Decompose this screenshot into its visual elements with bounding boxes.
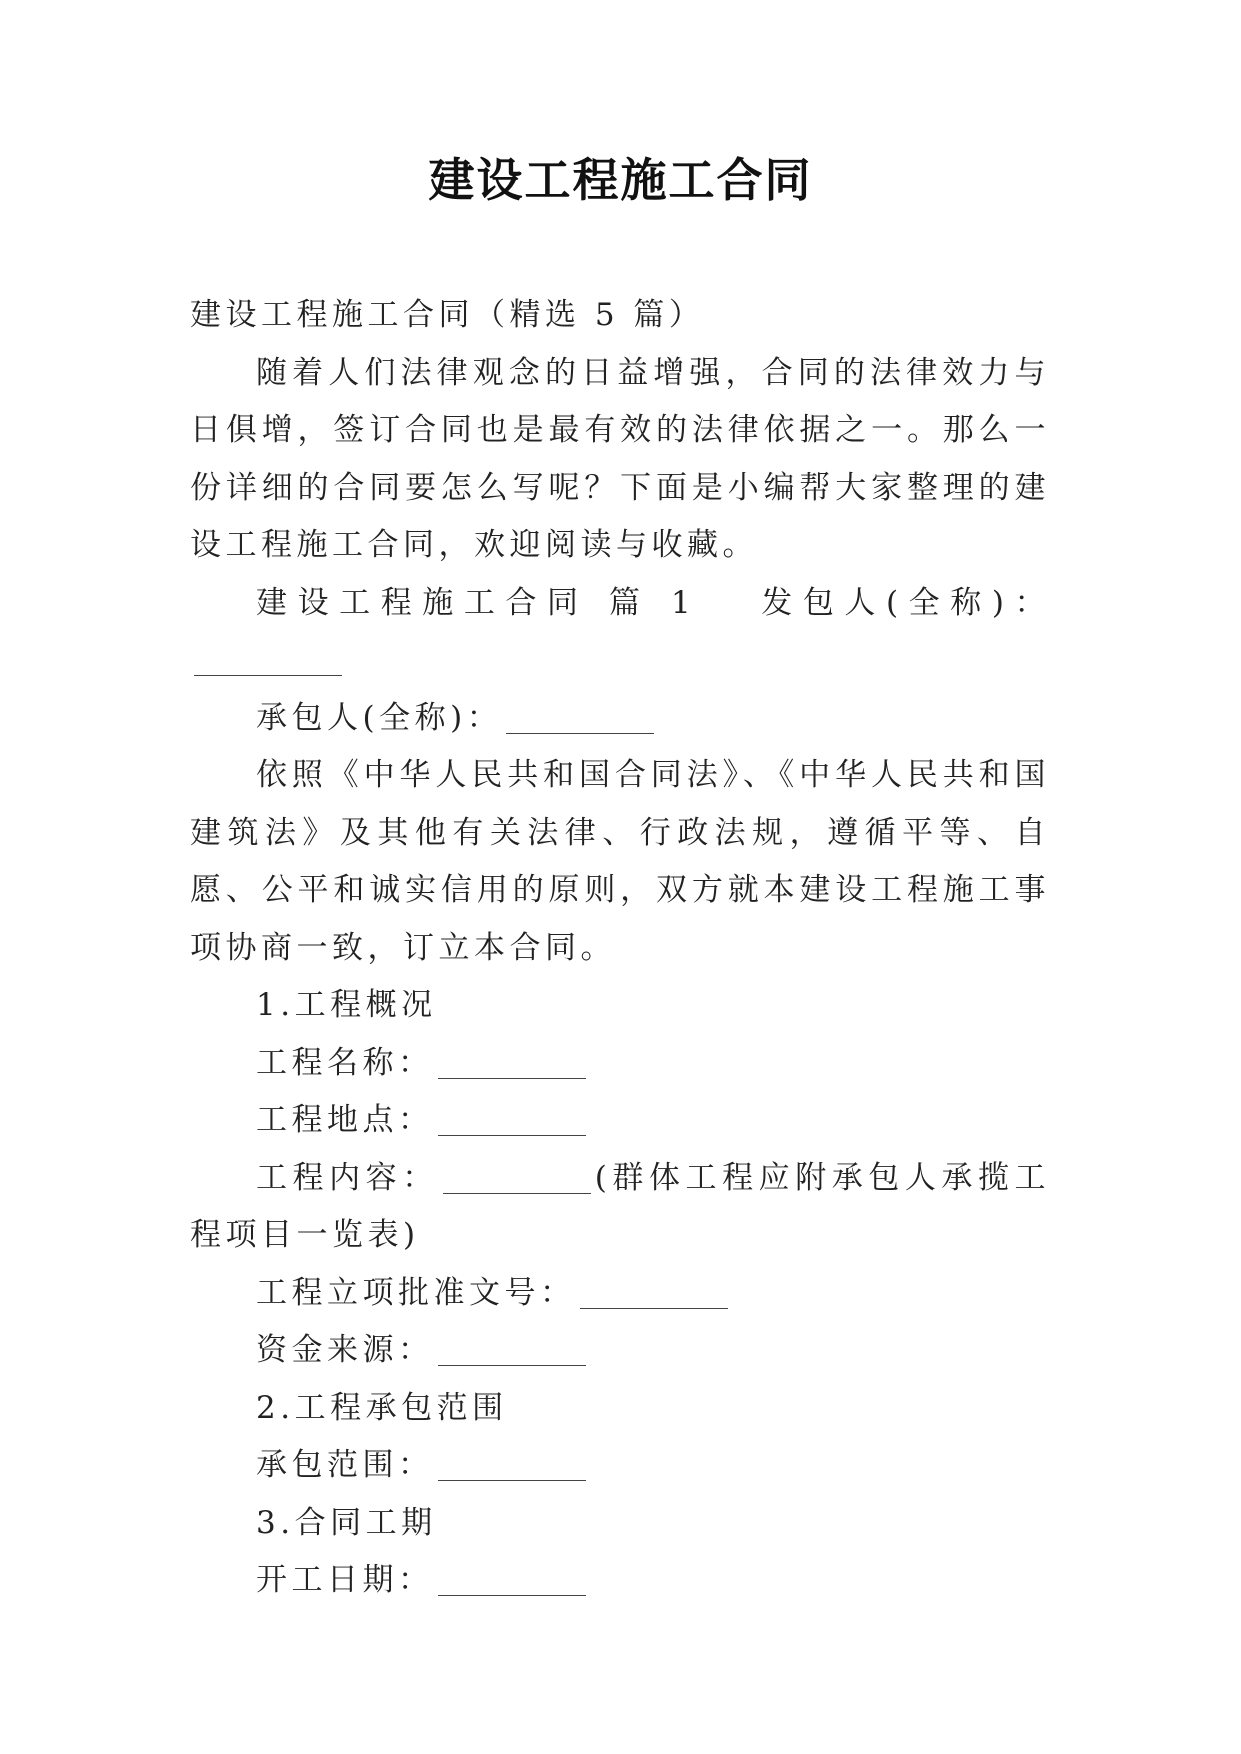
start-date-blank (438, 1565, 586, 1596)
project-name-line (190, 1035, 1050, 1093)
project-location-blank (438, 1105, 586, 1136)
project-content-blank (443, 1163, 591, 1194)
employer-label: 发包人(全称)： (755, 584, 1050, 621)
scope-line (190, 1437, 1050, 1495)
employer-blank (194, 645, 342, 676)
basis-paragraph: 依照《中华人民共和国合同法》、《中华人民共和国建筑法》及其他有关法律、行政法规，遵循平等、自愿、公平和诚实信用的原则，双方就本建设工程施工事项协商一致，订立本合同。 (190, 757, 1050, 966)
contractor-label: 承包人(全称)： (256, 699, 503, 736)
contractor-blank (506, 703, 654, 734)
funding-blank (438, 1335, 586, 1366)
document-body (190, 287, 1050, 1610)
scope-blank (438, 1450, 586, 1481)
contractor-line (190, 690, 1050, 748)
document-subtitle: 建设工程施工合同（精选 5 篇） (190, 297, 705, 333)
project-location-label: 工程地点： (256, 1102, 434, 1138)
document-title: 建设工程施工合同 (428, 153, 813, 207)
funding-label: 资金来源： (256, 1332, 434, 1368)
project-location-line (190, 1092, 1050, 1150)
section-heading-2: 2.工程承包范围 (256, 1389, 508, 1426)
approval-no-line (190, 1265, 1050, 1323)
project-content-label: 工程内容： (256, 1159, 439, 1196)
project-name-label: 工程名称： (256, 1044, 434, 1081)
start-date-line (190, 1552, 1050, 1610)
article-heading-line (190, 575, 1050, 690)
start-date-label: 开工日期： (256, 1562, 434, 1598)
approval-no-blank (580, 1278, 728, 1309)
intro-paragraph: 随着人们法律观念的日益增强，合同的法律效力与日俱增，签订合同也是最有效的法律依据之一。那么一份详细的合同要怎么写呢？下面是小编帮大家整理的建设工程施工合同，欢迎阅读与收藏。 (190, 354, 1050, 563)
section-heading-1: 1.工程概况 (256, 987, 437, 1023)
project-content-line (190, 1150, 1050, 1265)
section-heading-3: 3.合同工期 (256, 1504, 437, 1541)
approval-no-label: 工程立项批准文号： (256, 1274, 576, 1311)
article-heading: 建设工程施工合同 篇 1 (256, 584, 696, 621)
scope-label: 承包范围： (256, 1447, 434, 1483)
funding-line (190, 1322, 1050, 1380)
project-content-note: (群体工程应附承包人承揽工程项目一览表) (190, 1159, 1051, 1253)
project-name-blank (438, 1048, 586, 1079)
